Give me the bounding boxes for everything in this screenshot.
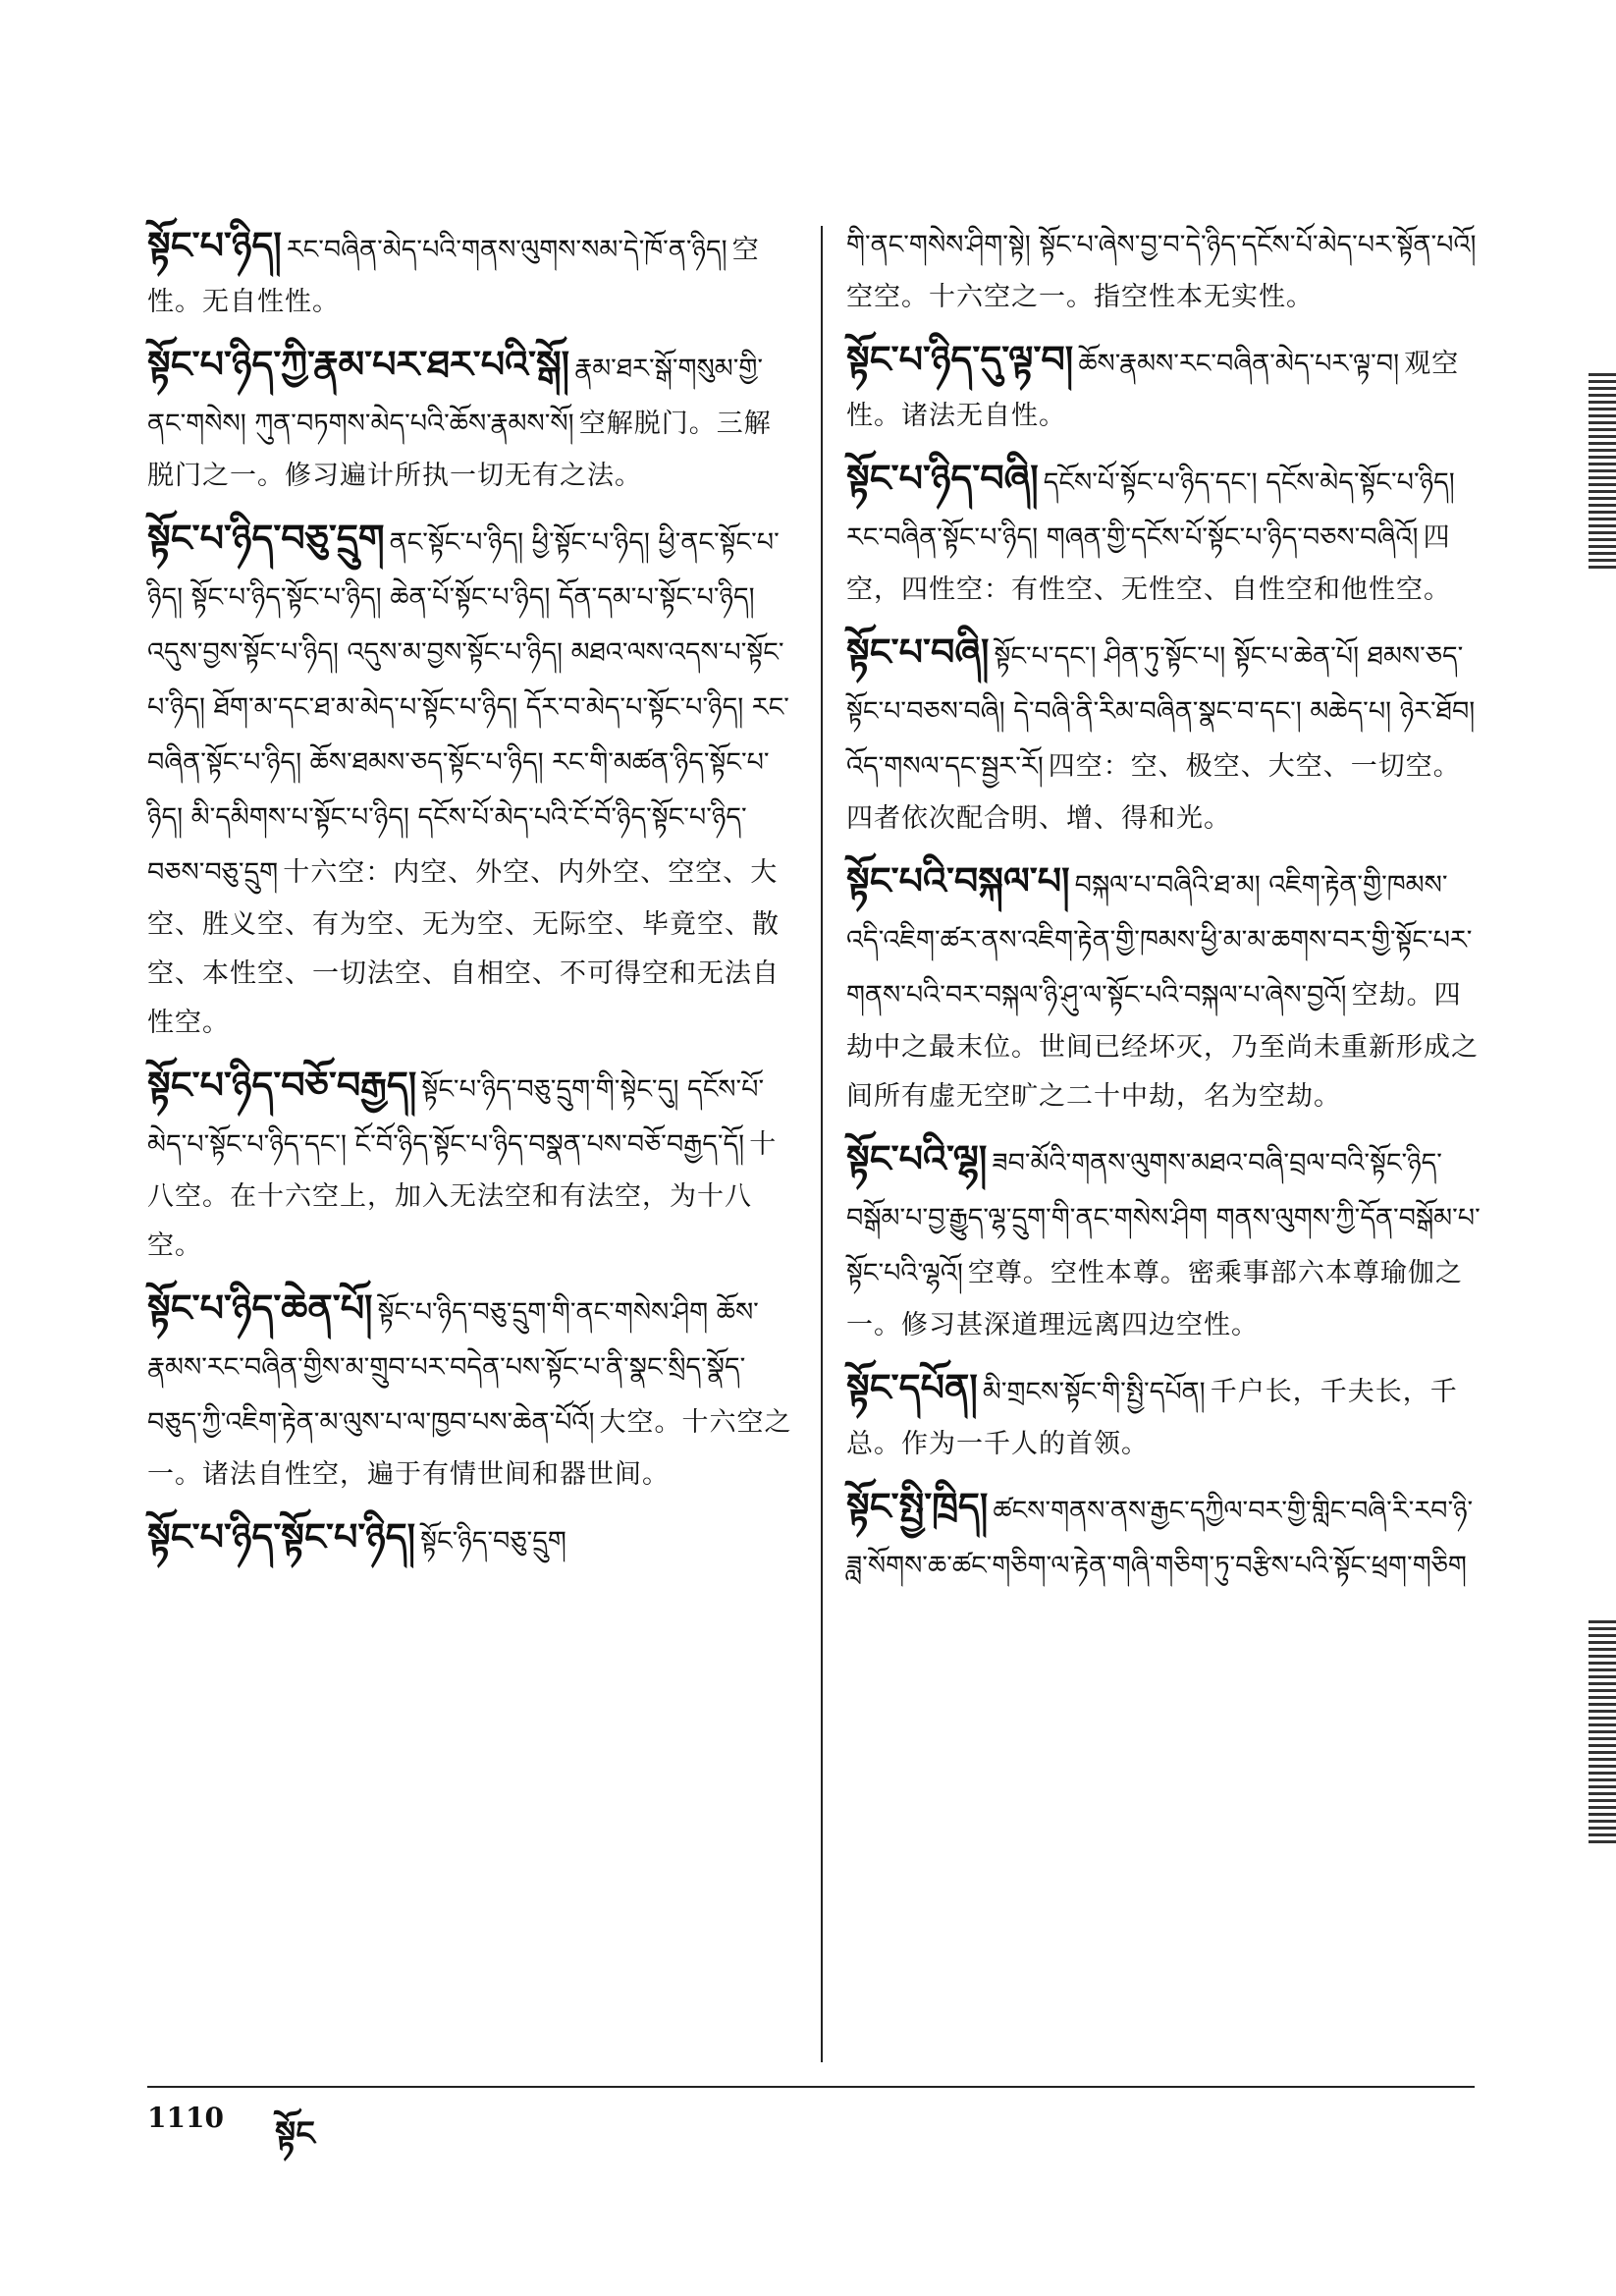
dictionary-entry	[846, 853, 1484, 1121]
entry-tibetan-definition: ཆོས་རྣམས་རང་བཞིན་མེད་པར་ལྟ་བ།	[1078, 349, 1400, 379]
dictionary-entry	[846, 1479, 1484, 1594]
right-column	[846, 218, 1484, 1604]
entry-headword: སྟོང་པ་ཉིད་ཆེན་པོ།	[147, 1286, 373, 1330]
dictionary-entry	[147, 1058, 795, 1271]
entry-tibetan-definition: གི་ནང་གསེས་ཤིག་སྟེ། སྟོང་པ་ཞེས་བྱ་བ་དེ་ཉིད་དངོས་པོ་མེད་པར་སྟོན་པའོ།	[846, 230, 1477, 260]
entry-headword: སྟོང་པ་བཞི།	[846, 630, 990, 674]
entry-headword: སྟོང་སྤྱི་ཁྲིད།	[846, 1485, 989, 1528]
dictionary-entry	[147, 218, 795, 327]
entry-chinese-definition: 空性。无自性性。	[147, 235, 760, 317]
entry-tibetan-definition: ནང་སྟོང་པ་ཉིད། ཕྱི་སྟོང་པ་ཉིད། ཕྱི་ནང་སྟོང་པ་ཉིད། སྟོང་པ་ཉིད་སྟོང་པ་ཉིད། ཆེན་པོ་སྟོང་པ་ཉིད། དོན་དམ་པ་སྟོང་པ་ཉིད། འདུས་བྱས་སྟོང་པ་ཉིད། འདུས་མ་བྱས་སྟོང་པ་ཉིད། མཐའ་ལས་འདས་པ་སྟོང་པ་ཉིད། ཐོག་མ་དང་ཐ་མ་མེད་པ་སྟོང་པ་ཉིད། དོར་བ་མེད་པ་སྟོང་པ་ཉིད། རང་བཞིན་སྟོང་པ་ཉིད། ཆོས་ཐམས་ཅད་སྟོང་པ་ཉིད། རང་གི་མཚན་ཉིད་སྟོང་པ་ཉིད། མི་དམིགས་པ་སྟོང་པ་ཉིད། དངོས་པོ་མེད་པའི་ངོ་བོ་ཉིད་སྟོང་པ་ཉིད་བཅས་བཅུ་དྲུག	[147, 527, 789, 888]
entry-chinese-definition: 观空性。诸法无自性。	[846, 349, 1460, 431]
dictionary-entry	[846, 332, 1484, 441]
entry-chinese-definition: 十八空。在十六空上，加入无法空和有法空，为十八空。	[147, 1129, 778, 1261]
entry-tibetan-definition: སྟོང་པ་ཉིད་བཅུ་དྲུག་གི་སྟེང་དུ། དངོས་པོ་མེད་པ་སྟོང་པ་ཉིད་དང་། ངོ་བོ་ཉིད་སྟོང་པ་ཉིད་བསྣན་པས་བཅོ་བརྒྱད་དོ།	[147, 1074, 765, 1160]
entry-tibetan-definition: དངོས་པོ་སྟོང་པ་ཉིད་དང་། དངོས་མེད་སྟོང་པ་ཉིད། རང་བཞིན་སྟོང་པ་ཉིད། གཞན་གྱི་དངོས་པོ་སྟོང་པ་ཉིད་བཅས་བཞིའོ།	[846, 467, 1455, 553]
entry-tibetan-definition: སྟོང་ཉིད་བཅུ་དྲུག	[420, 1526, 566, 1557]
entry-tibetan-definition: ཟབ་མོའི་གནས་ལུགས་མཐའ་བཞི་བྲལ་བའི་སྟོང་ཉིད་བསྒོམ་པ་བྱ་རྒྱུད་ལྷ་དྲུག་གི་ནང་གསེས་ཤིག གནས་ལུགས་ཀྱི་དོན་བསྒོམ་པ་སྟོང་པའི་ལྷའོ།	[846, 1148, 1481, 1288]
entry-chinese-definition: 空尊。空性本尊。密乘事部六本尊瑜伽之一。修习甚深道理远离四边空性。	[846, 1258, 1463, 1340]
page-number: 1110	[147, 2102, 224, 2134]
entry-tibetan-definition: བསྐལ་པ་བཞིའི་ཐ་མ། འཇིག་རྟེན་གྱི་ཁམས་འདི་འཇིག་ཚར་ནས་འཇིག་རྟེན་གྱི་ཁམས་ཕྱི་མ་མ་ཆགས་བར་གྱི་སྟོང་པར་གནས་པའི་བར་བསྐལ་ཉི་ཤུ་ལ་སྟོང་པའི་བསྐལ་པ་ཞེས་བྱའོ།	[846, 870, 1473, 1011]
dictionary-entry	[147, 1281, 795, 1500]
entry-headword: སྟོང་པ་ཉིད་དུ་ལྟ་བ།	[846, 338, 1074, 381]
entry-tibetan-definition: ཚངས་གནས་ནས་རྒྱང་དཀྱིལ་བར་གྱི་གླིང་བཞི་རི་རབ་ཉི་ཟླ་སོགས་ཆ་ཚང་གཅིག་ལ་རྟེན་གཞི་གཅིག་ཏུ་བརྩིས་པའི་སྟོང་ཕྲག་གཅིག	[846, 1496, 1474, 1581]
entry-chinese-definition: 空空。十六空之一。指空性本无实性。	[846, 282, 1314, 312]
running-head: སྟོང	[275, 2114, 315, 2154]
entry-headword: སྟོང་པ་ཉིད།	[147, 224, 282, 267]
entry-chinese-definition: 四空，四性空：有性空、无性空、自性空和他性空。	[846, 522, 1451, 605]
entry-chinese-definition: 十六空：内空、外空、内外空、空空、大空、胜义空、有为空、无为空、无际空、毕竟空、散空、本性空、一切法空、自相空、不可得空和无法自性空。	[147, 857, 780, 1038]
entry-tibetan-definition: སྟོང་པ་ཉིད་བཅུ་དྲུག་གི་ནང་གསེས་ཤིག ཆོས་རྣམས་རང་བཞིན་གྱིས་མ་གྲུབ་པར་བདེན་པས་སྟོང་པ་ནི་སྣང་སྲིད་སྣོད་བཅུད་ཀྱི་འཇིག་རྟེན་མ་ལུས་པ་ལ་ཁྱབ་པས་ཆེན་པོའོ།	[147, 1297, 759, 1438]
entry-chinese-definition: 空解脱门。三解脱门之一。修习遍计所执一切无有之法。	[147, 409, 772, 491]
column-divider	[821, 226, 823, 2062]
footer-rule	[147, 2086, 1475, 2088]
entry-headword: སྟོང་པ་ཉིད་སྟོང་པ་ཉིད།	[147, 1515, 416, 1558]
entry-headword: སྟོང་པ་ཉིད་ཀྱི་རྣམ་པར་ཐར་པའི་སྒོ།	[147, 343, 570, 386]
entry-headword: སྟོང་པ་ཉིད་བཅོ་བརྒྱད།	[147, 1064, 417, 1107]
entry-chinese-definition: 四空：空、极空、大空、一切空。四者依次配合明、增、得和光。	[846, 751, 1461, 834]
entry-tibetan-definition: སྟོང་པ་དང་། ཤིན་ཏུ་སྟོང་པ། སྟོང་པ་ཆེན་པོ། ཐམས་ཅད་སྟོང་པ་བཅས་བཞི། དེ་བཞི་ནི་རིམ་བཞིན་སྣང་བ་དང་། མཆེད་པ། ཉེར་ཐོབ། འོད་གསལ་དང་སྦྱར་རོ།	[846, 641, 1476, 782]
dictionary-entry	[846, 451, 1484, 615]
entry-headword: སྟོང་པ་ཉིད་བཞི།	[846, 457, 1039, 500]
dictionary-entry	[846, 625, 1484, 844]
left-column	[147, 218, 795, 1579]
dictionary-entry	[846, 218, 1484, 322]
dictionary-entry	[846, 1360, 1484, 1469]
entry-chinese-definition: 空劫。四劫中之最末位。世间已经坏灭，乃至尚未重新形成之间所有虚无空旷之二十中劫，名为空劫。	[846, 980, 1479, 1112]
entry-headword: སྟོང་པའི་ལྷ།	[846, 1137, 988, 1180]
scan-edge-mark	[1589, 1620, 1616, 1846]
entry-tibetan-definition: མི་གྲངས་སྟོང་གི་སྤྱི་དཔོན།	[982, 1377, 1206, 1407]
entry-tibetan-definition: རང་བཞིན་མེད་པའི་གནས་ལུགས་སམ་དེ་ཁོ་ན་ཉིད།	[286, 235, 727, 265]
entry-chinese-definition: 大空。十六空之一。诸法自性空，遍于有情世间和器世间。	[147, 1407, 792, 1490]
entry-headword: སྟོང་པ་ཉིད་བཅུ་དྲུག	[147, 517, 385, 560]
dictionary-entry	[147, 1509, 795, 1569]
entry-headword: སྟོང་དཔོན།	[846, 1366, 978, 1409]
dictionary-entry	[846, 1131, 1484, 1350]
entry-chinese-definition: 千户长，千夫长，千总。作为一千人的首领。	[846, 1377, 1458, 1459]
entry-tibetan-definition: རྣམ་ཐར་སྒོ་གསུམ་གྱི་ནང་གསེས། ཀུན་བཏགས་མེད་པའི་ཆོས་རྣམས་སོ།	[147, 354, 764, 439]
scan-edge-mark	[1589, 373, 1616, 570]
dictionary-entry	[147, 511, 795, 1048]
dictionary-entry	[147, 337, 795, 501]
entry-headword: སྟོང་པའི་བསྐལ་པ།	[846, 859, 1070, 902]
